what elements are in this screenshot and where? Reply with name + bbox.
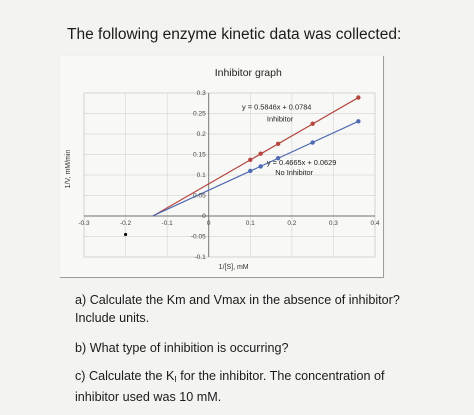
data-point-no-inhibitor (356, 119, 360, 123)
x-tick-label: 0.2 (287, 220, 297, 227)
data-point-inhibitor (258, 151, 262, 155)
x-tick-label: -0.3 (78, 220, 90, 227)
data-point-inhibitor (356, 95, 360, 99)
series-label-no-inhibitor: No Inhibitor (275, 168, 314, 177)
trend-line-no-inhibitor (153, 121, 358, 215)
y-tick-label: -0.1 (194, 254, 206, 262)
page-heading: The following enzyme kinetic data was collected: (67, 26, 402, 43)
question-b: b) What type of inhibition is occurring? (75, 341, 289, 355)
x-tick-label: 0.1 (245, 220, 255, 227)
x-tick-label: 0.4 (370, 220, 380, 227)
question-c-start: c) Calculate the K (75, 369, 175, 383)
inhibitor-chart (60, 56, 384, 278)
chart-svg (60, 56, 383, 277)
data-point-inhibitor (276, 142, 280, 146)
x-axis-title: 1/[S], mM (218, 264, 249, 271)
data-point-no-inhibitor (258, 164, 262, 168)
y-tick-label: 0 (202, 213, 206, 221)
equation-no-inhibitor: y = 0.4665x + 0.0629 (266, 157, 337, 167)
y-tick-label: 0.3 (196, 90, 206, 98)
x-tick-label: 0 (206, 220, 211, 227)
data-point-no-inhibitor (248, 169, 252, 173)
y-tick-label: 0.2 (196, 131, 206, 139)
y-tick-label: 0.15 (193, 151, 206, 159)
y-tick-label: 0.25 (193, 110, 206, 118)
question-c (75, 367, 420, 406)
question-c-end: for the inhibitor. The concentration of inhibitor used was 10 mM. (75, 369, 385, 404)
question-a: a) Calculate the Km and Vmax in the absence of inhibitor? Include units. (75, 293, 400, 325)
y-tick-label: 0.05 (193, 192, 206, 200)
y-axis-title: 1/V, mM/min (65, 149, 72, 189)
series-label-inhibitor: Inhibitor (266, 114, 294, 124)
y-tick-label: 0.1 (196, 172, 206, 180)
data-point-inhibitor (248, 158, 252, 162)
chart-title: Inhibitor graph (214, 67, 282, 79)
data-point-inhibitor (310, 122, 314, 126)
x-tick-label: -0.2 (119, 220, 132, 227)
equation-inhibitor: y = 0.5846x + 0.0784 (241, 102, 312, 112)
question-c-subscript: I (174, 374, 177, 384)
data-point-no-inhibitor (310, 140, 314, 144)
x-tick-label: 0.3 (328, 220, 338, 227)
stray-point (124, 233, 127, 236)
x-tick-label: -0.1 (161, 220, 173, 227)
y-tick-label: -0.05 (190, 233, 206, 241)
